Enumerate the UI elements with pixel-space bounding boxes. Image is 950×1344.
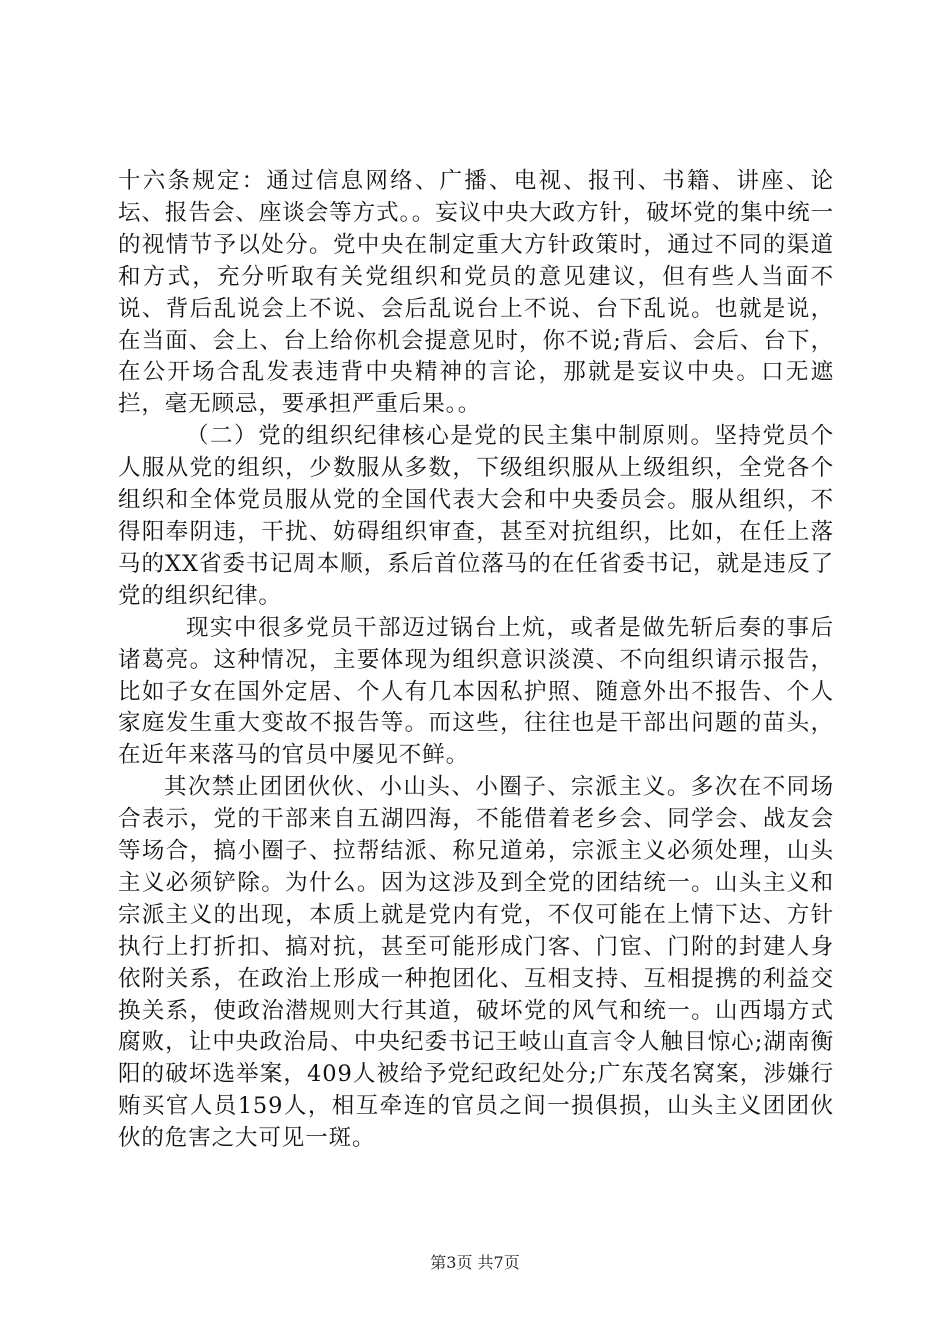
document-body bbox=[118, 166, 834, 1155]
paragraph-continuation: 十六条规定：通过信息网络、广播、电视、报刊、书籍、讲座、论坛、报告会、座谈会等方式。。妄议中央大政方针，破坏党的集中统一的视情节予以处分。党中央在制定重大方针政策时，通过不同的渠道和方式，充分听取有关党组织和党员的意见建议，但有些人当面不说、背后乱说会上不说、会后乱说台上不说、台下乱说。也就是说，在当面、会上、台上给你机会提意见时，你不说;背后、会后、台下，在公开场合乱发表违背中央精神的言论，那就是妄议中央。口无遮拦，毫无顾忌，要承担严重后果。。 bbox=[118, 168, 834, 418]
paragraph-organization-discipline: （二）党的组织纪律核心是党的民主集中制原则。坚持党员个人服从党的组织，少数服从多数，下级组织服从上级组织，全党各个组织和全体党员服从党的全国代表大会和中央委员会。服从组织，不得阳奉阴违，干扰、妨碍组织审查，甚至对抗组织，比如，在任上落马的XX省委书记周本顺，系后首位落马的在任省委书记，就是违反了党的组织纪律。 bbox=[118, 423, 834, 609]
paragraph-factions: 其次禁止团团伙伙、小山头、小圈子、宗派主义。多次在不同场合表示，党的干部来自五湖四海，不能借着老乡会、同学会、战友会等场合，搞小圈子、拉帮结派、称兄道弟，宗派主义必须处理，山头主义必须铲除。为什么。因为这涉及到全党的团结统一。山头主义和宗派主义的出现，本质上就是党内有党，不仅可能在上情下达、方针执行上打折扣、搞对抗，甚至可能形成门客、门宦、门附的封建人身依附关系，在政治上形成一种抱团化、互相支持、互相提携的利益交换关系，使政治潜规则大行其道，破坏党的风气和统一。山西塌方式腐败，让中央政治局、中央纪委书记王岐山直言令人触目惊心;湖南衡阳的破坏选举案，409人被给予党纪政纪处分;广东茂名窝案，涉嫌行贿买官人员159人，相互牵连的官员之间一损俱损，山头主义团团伙伙的危害之大可见一斑。 bbox=[118, 774, 834, 1152]
paragraph-reality: 现实中很多党员干部迈过锅台上炕，或者是做先斩后奏的事后诸葛亮。这种情况，主要体现为组织意识淡漠、不向组织请示报告，比如子女在国外定居、个人有几本因私护照、随意外出不报告、个人家庭发生重大变故不报告等。而这些，往往也是干部出问题的苗头，在近年来落马的官员中屡见不鲜。 bbox=[118, 614, 834, 769]
page-number-footer: 第3页 共7页 bbox=[430, 1253, 520, 1272]
